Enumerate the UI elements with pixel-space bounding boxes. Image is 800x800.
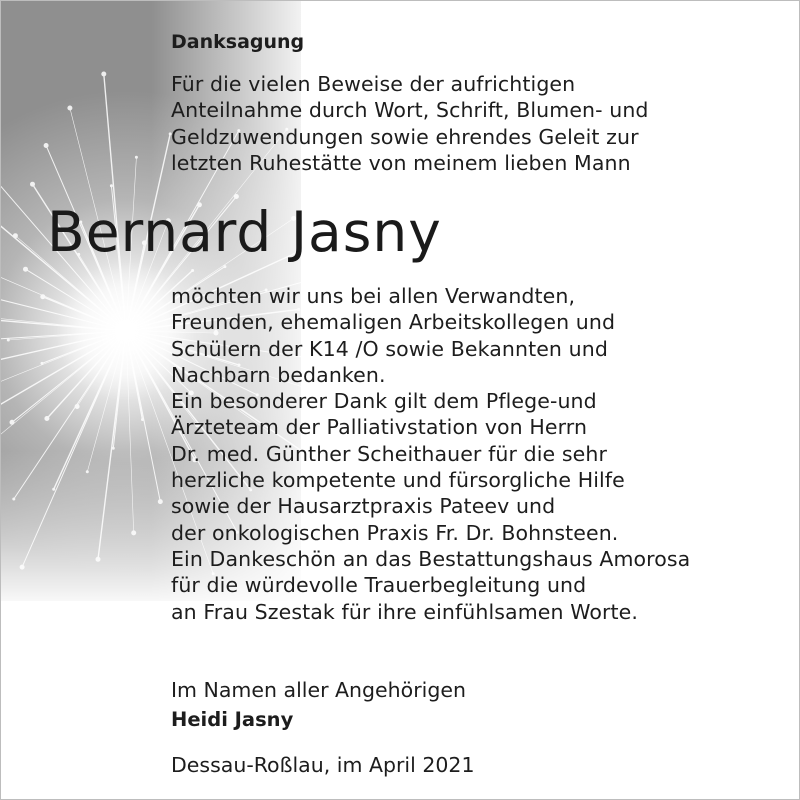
signature-name: Heidi Jasny <box>171 708 294 731</box>
seed-tip <box>20 565 24 569</box>
seed-tip <box>96 557 100 561</box>
seed-tip <box>13 498 15 500</box>
heading: Danksagung <box>171 31 305 53</box>
deceased-name: Bernard Jasny <box>47 200 442 264</box>
body-line: möchten wir uns bei allen Verwandten, <box>171 284 576 308</box>
seed-tip <box>68 106 72 110</box>
body-line: Ein Dankeschön an das Bestattungshaus Amorosa <box>171 546 691 571</box>
seed-tip <box>158 500 162 504</box>
seed-tip <box>132 531 136 535</box>
body-line: herzliche kompetente und fürsorgliche Hilfe <box>171 468 625 493</box>
body-line: Ärzteteam der Palliativstation von Herrn <box>171 415 588 440</box>
intro-line: Geldzuwendungen sowie ehrendes Geleit zur <box>171 124 639 149</box>
seed-tip <box>53 488 55 490</box>
body-line: für die würdevolle Trauerbegleitung und <box>171 573 587 598</box>
body-line: Ein besonderer Dank gilt dem Pflege-und <box>171 389 597 414</box>
body-line: Dr. med. Günther Scheithauer für die sehr <box>171 441 607 466</box>
seed-tip <box>112 447 114 449</box>
seed-tip <box>41 362 43 364</box>
seed-tip <box>7 339 9 341</box>
seed-tip <box>135 156 137 158</box>
body-line: sowie der Hausarztpraxis Pateev und <box>171 494 556 519</box>
body-line: Freunden, ehemaligen Arbeitskollegen und <box>171 310 616 335</box>
seed-tip <box>142 419 144 421</box>
seed-tip <box>102 72 106 76</box>
body-paragraph <box>171 283 690 625</box>
seed-tip <box>44 144 48 148</box>
body-line: an Frau Szestak für ihre einfühlsamen Worte. <box>171 599 639 624</box>
seed-tip <box>10 420 14 424</box>
intro-paragraph <box>171 71 649 176</box>
signature-lead: Im Namen aller Angehörigen <box>171 678 466 702</box>
body-line: Schülern der K14 /O sowie Bekannten und <box>171 336 608 361</box>
place-date: Dessau-Roßlau, im April 2021 <box>171 753 475 777</box>
intro-line: Anteilnahme durch Wort, Schrift, Blumen- und <box>171 98 649 123</box>
intro-line: Für die vielen Beweise der aufrichtigen <box>171 72 576 96</box>
seed-tip <box>45 417 49 421</box>
body-line: Nachbarn bedanken. <box>171 362 386 387</box>
intro-line: letzten Ruhestätte von meinem lieben Mann <box>171 150 631 175</box>
seed-tip <box>13 234 17 238</box>
seed-tip <box>86 471 88 473</box>
body-line: der onkologischen Praxis Fr. Dr. Bohnsteen. <box>171 520 619 545</box>
seed-tip <box>24 267 28 271</box>
seed-tip <box>31 182 35 186</box>
